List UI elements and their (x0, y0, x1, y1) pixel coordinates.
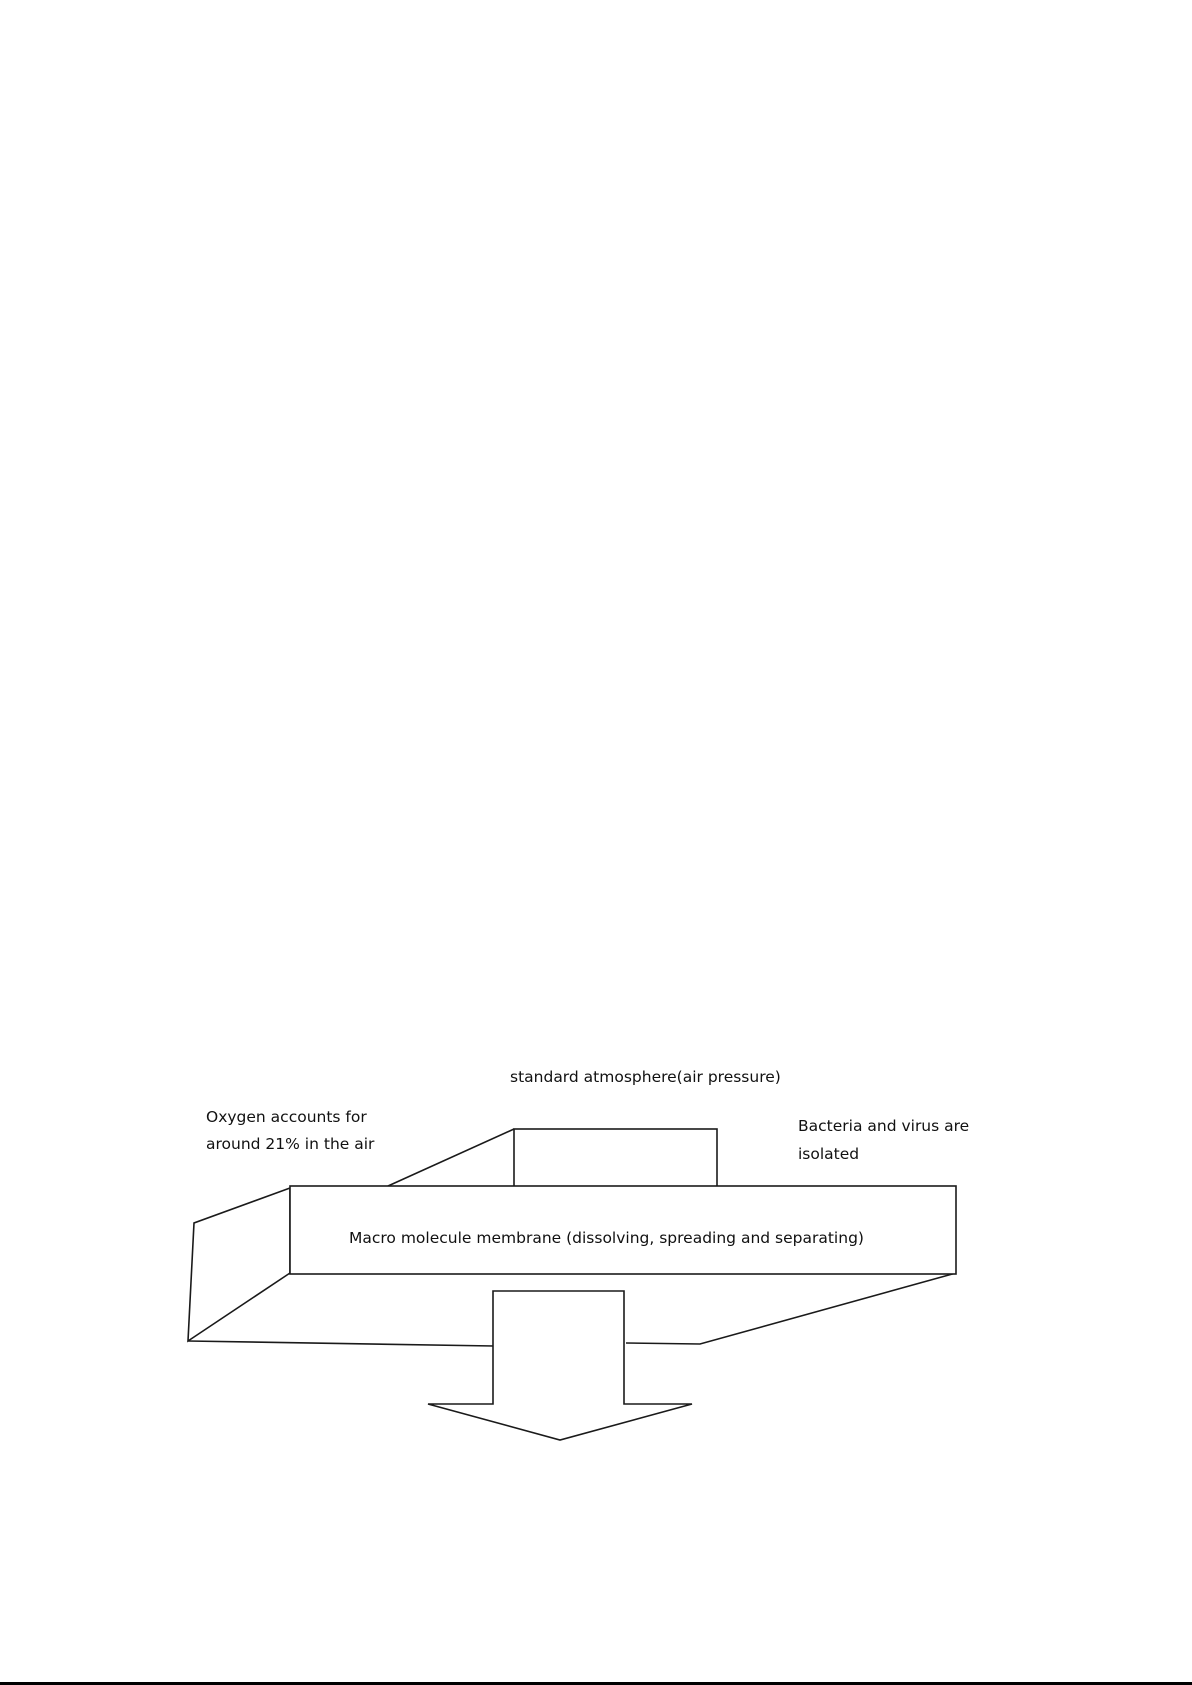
membrane-bottom-left-edge (188, 1341, 494, 1346)
air-chamber-box (514, 1129, 717, 1187)
label-standard-atmosphere: standard atmosphere(air pressure) (510, 1068, 781, 1086)
label-oxygen-line-2: around 21% in the air (206, 1135, 375, 1153)
membrane-left-face (188, 1188, 290, 1341)
label-oxygen-line-1: Oxygen accounts for (206, 1108, 367, 1126)
membrane-bottom-right-edge (626, 1273, 956, 1344)
down-arrow-shape (428, 1291, 692, 1440)
air-chamber-slant-edge (388, 1129, 514, 1186)
label-membrane: Macro molecule membrane (dissolving, spreading and separating) (349, 1229, 864, 1247)
label-bacteria-line-1: Bacteria and virus are (798, 1117, 970, 1135)
label-bacteria-line-2: isolated (798, 1145, 860, 1163)
